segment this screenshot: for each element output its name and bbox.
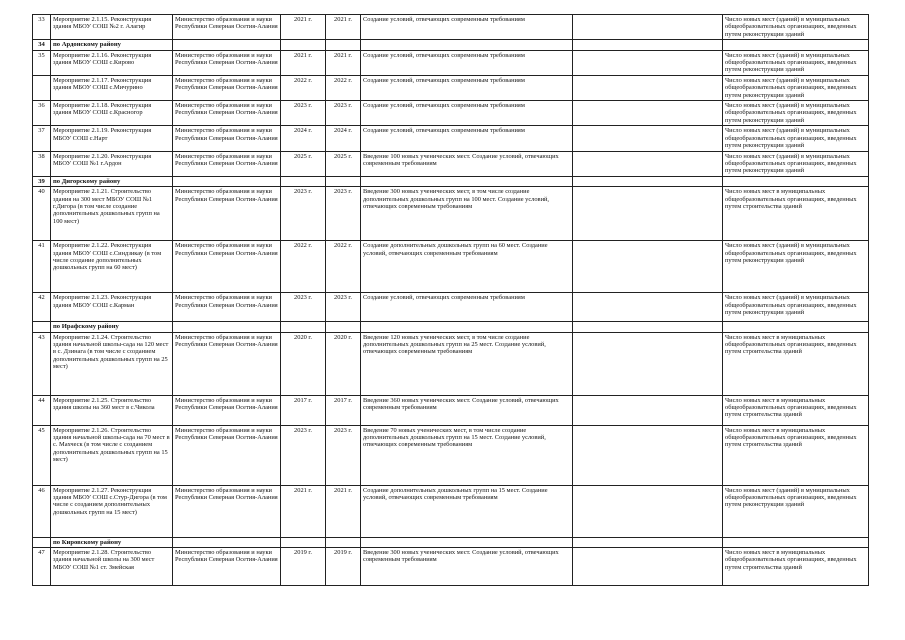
table-row [33,332,869,395]
section-row [33,322,869,332]
indicator: Число новых мест (зданий) в муниципальных общеобразовательных организациях, введенных путем реконструкции зданий [723,15,869,40]
executor: Министерство образования и науки Республики Северная Осетия-Алания [173,425,281,485]
indicator: Число новых мест в муниципальных общеобразовательных организациях, введенных путем строительства зданий [723,425,869,485]
row-number [33,322,51,332]
expected-result: Создание условий, отвечающих современным требованиям [361,293,573,322]
expected-result: Создание условий, отвечающих современным требованиям [361,50,573,75]
executor: Министерство образования и науки Республики Северная Осетия-Алания [173,151,281,176]
section-title: по Ардонскому району [51,40,173,50]
expected-result: Введение 70 новых ученических мест, в том числе создание дополнительных дошкольных групп на 15 мест. Создание условий, отвечающих современным требованиям [361,425,573,485]
expected-result: Введение 120 новых ученических мест, в том числе создание дополнительных дошкольных групп на 25 мест. Создание условий, отвечающих современным требованиям [361,332,573,395]
executor: Министерство образования и науки Республики Северная Осетия-Алания [173,126,281,151]
expected-result: Введение 100 новых ученических мест. Создание условий, отвечающих современным требованиям [361,151,573,176]
start-year: 2022 г. [281,75,326,100]
empty-cell [723,40,869,50]
indicator: Число новых мест (зданий) в муниципальных общеобразовательных организациях, введенных путем реконструкции зданий [723,75,869,100]
end-year: 2023 г. [326,425,361,485]
start-year: 2023 г. [281,293,326,322]
table-row [33,425,869,485]
executor: Министерство образования и науки Республики Северная Осетия-Алания [173,101,281,126]
indicator: Число новых мест в муниципальных общеобразовательных организациях, введенных путем строительства зданий [723,395,869,425]
row-number: 43 [33,332,51,395]
section-row [33,176,869,186]
empty-cell [573,151,723,176]
empty-cell [173,40,281,50]
start-year: 2019 г. [281,547,326,585]
row-number: 40 [33,187,51,241]
end-year: 2020 г. [326,332,361,395]
end-year: 2021 г. [326,50,361,75]
empty-cell [326,40,361,50]
row-number: 33 [33,15,51,40]
measure-name: Мероприятие 2.1.23. Реконструкция здания МБОУ СОШ с.Карман [51,293,173,322]
executor: Министерство образования и науки Республики Северная Осетия-Алания [173,332,281,395]
measure-name: Мероприятие 2.1.19. Реконструкция МБОУ СОШ с.Нарт [51,126,173,151]
row-number: 35 [33,50,51,75]
table-row [33,241,869,293]
empty-cell [573,547,723,585]
program-table [32,14,869,586]
empty-cell [281,322,326,332]
executor: Министерство образования и науки Республики Северная Осетия-Алания [173,187,281,241]
table-row [33,547,869,585]
start-year: 2021 г. [281,50,326,75]
empty-cell [326,537,361,547]
row-number: 44 [33,395,51,425]
empty-cell [573,322,723,332]
section-title: по Кировскому району [51,537,173,547]
empty-cell [281,40,326,50]
executor: Министерство образования и науки Республики Северная Осетия-Алания [173,485,281,537]
row-number: 42 [33,293,51,322]
measure-name: Мероприятие 2.1.28. Строительство здания начальной школы на 300 мест МБОУ СОШ №1 ст. Змейская [51,547,173,585]
row-number: 45 [33,425,51,485]
executor: Министерство образования и науки Республики Северная Осетия-Алания [173,547,281,585]
start-year: 2021 г. [281,15,326,40]
measure-name: Мероприятие 2.1.15. Реконструкция здания МБОУ СОШ №2 г. Алагир [51,15,173,40]
start-year: 2024 г. [281,126,326,151]
executor: Министерство образования и науки Республики Северная Осетия-Алания [173,241,281,293]
end-year: 2021 г. [326,485,361,537]
start-year: 2017 г. [281,395,326,425]
start-year: 2023 г. [281,425,326,485]
measure-name: Мероприятие 2.1.25. Строительство здания школы на 360 мест в с.Чикола [51,395,173,425]
empty-cell [326,176,361,186]
row-number: 41 [33,241,51,293]
table-row [33,101,869,126]
indicator: Число новых мест (зданий) в муниципальных общеобразовательных организациях, введенных путем реконструкции зданий [723,151,869,176]
end-year: 2023 г. [326,293,361,322]
expected-result: Введение 300 новых ученических мест. Создание условий, отвечающих современным требованиям [361,547,573,585]
table-row [33,187,869,241]
table-row [33,50,869,75]
end-year: 2022 г. [326,241,361,293]
row-number: 47 [33,547,51,585]
indicator: Число новых мест (зданий) в муниципальных общеобразовательных организациях, введенных путем реконструкции зданий [723,126,869,151]
indicator: Число новых мест в муниципальных общеобразовательных организациях, введенных путем строительства зданий [723,332,869,395]
measure-name: Мероприятие 2.1.17. Реконструкция здания МБОУ СОШ с.Мичурино [51,75,173,100]
executor: Министерство образования и науки Республики Северная Осетия-Алания [173,50,281,75]
indicator: Число новых мест в муниципальных общеобразовательных организациях, введенных путем строительства зданий [723,547,869,585]
row-number: 38 [33,151,51,176]
start-year: 2021 г. [281,485,326,537]
row-number: 39 [33,176,51,186]
start-year: 2023 г. [281,187,326,241]
empty-cell [281,176,326,186]
table-row [33,395,869,425]
measure-name: Мероприятие 2.1.22. Реконструкция здания МБОУ СОШ с.Синдзикау (в том числе создание дополнительных дошкольных групп на 60 мест) [51,241,173,293]
empty-cell [573,15,723,40]
empty-cell [573,537,723,547]
end-year: 2024 г. [326,126,361,151]
section-row [33,40,869,50]
indicator: Число новых мест в муниципальных общеобразовательных организациях, введенных путем строительства зданий [723,187,869,241]
start-year: 2023 г. [281,101,326,126]
expected-result: Введение 300 новых ученических мест, в том числе создание дополнительных дошкольных групп на 100 мест. Создание условий, отвечающих современным требованиям [361,187,573,241]
section-title: по Дигорскому району [51,176,173,186]
indicator: Число новых мест (зданий) в муниципальных общеобразовательных организациях, введенных путем реконструкции зданий [723,241,869,293]
table-row [33,485,869,537]
empty-cell [573,40,723,50]
expected-result: Создание условий, отвечающих современным требованиям [361,15,573,40]
table-row [33,293,869,322]
empty-cell [573,101,723,126]
indicator: Число новых мест (зданий) в муниципальных общеобразовательных организациях, введенных путем реконструкции зданий [723,293,869,322]
measure-name: Мероприятие 2.1.20. Реконструкция МБОУ СОШ №1 г.Ардон [51,151,173,176]
table-body [33,15,869,586]
empty-cell [361,537,573,547]
measure-name: Мероприятие 2.1.26. Строительство здания начальной школы-сада на 70 мест в с. Махческ (в том числе с созданием дополнительных дошкольных групп на 15 мест) [51,425,173,485]
executor: Министерство образования и науки Республики Северная Осетия-Алания [173,15,281,40]
section-row [33,537,869,547]
row-number: 34 [33,40,51,50]
empty-cell [281,537,326,547]
expected-result: Создание дополнительных дошкольных групп на 15 мест. Создание условий, отвечающих современным требованиям [361,485,573,537]
executor: Министерство образования и науки Республики Северная Осетия-Алания [173,395,281,425]
end-year: 2022 г. [326,75,361,100]
start-year: 2025 г. [281,151,326,176]
empty-cell [361,322,573,332]
table-row [33,126,869,151]
measure-name: Мероприятие 2.1.16. Реконструкция здания МБОУ СОШ с.Кирово [51,50,173,75]
table-row [33,151,869,176]
empty-cell [573,126,723,151]
table-row [33,75,869,100]
empty-cell [173,176,281,186]
executor: Министерство образования и науки Республики Северная Осетия-Алания [173,293,281,322]
measure-name: Мероприятие 2.1.18. Реконструкция здания МБОУ СОШ с.Красногор [51,101,173,126]
end-year: 2019 г. [326,547,361,585]
empty-cell [573,395,723,425]
empty-cell [326,322,361,332]
empty-cell [573,332,723,395]
expected-result: Создание условий, отвечающих современным требованиям [361,101,573,126]
empty-cell [361,40,573,50]
empty-cell [573,425,723,485]
expected-result: Создание условий, отвечающих современным требованиям [361,126,573,151]
start-year: 2022 г. [281,241,326,293]
empty-cell [361,176,573,186]
indicator: Число новых мест (зданий) в муниципальных общеобразовательных организациях, введенных путем реконструкции зданий [723,50,869,75]
empty-cell [573,485,723,537]
row-number: 46 [33,485,51,537]
indicator: Число новых мест (зданий) в муниципальных общеобразовательных организациях, введенных путем реконструкции зданий [723,485,869,537]
end-year: 2021 г. [326,15,361,40]
empty-cell [573,241,723,293]
end-year: 2025 г. [326,151,361,176]
document-page [32,14,868,586]
measure-name: Мероприятие 2.1.21. Строительство здания на 300 мест МБОУ СОШ №1 г.Дигора (в том числе создание дополнительных дошкольных групп на 100 мест) [51,187,173,241]
empty-cell [573,50,723,75]
empty-cell [573,187,723,241]
empty-cell [723,322,869,332]
measure-name: Мероприятие 2.1.24. Строительство здания начальной школы-сада на 120 мест в с. Дзинага (в том числе с созданием дополнительных дошкольных групп на 25 мест) [51,332,173,395]
empty-cell [723,176,869,186]
section-title: по Ирафскому району [51,322,173,332]
row-number: 37 [33,126,51,151]
table-row [33,15,869,40]
start-year: 2020 г. [281,332,326,395]
empty-cell [573,293,723,322]
end-year: 2017 г. [326,395,361,425]
executor: Министерство образования и науки Республики Северная Осетия-Алания [173,75,281,100]
indicator: Число новых мест (зданий) в муниципальных общеобразовательных организациях, введенных путем реконструкции зданий [723,101,869,126]
measure-name: Мероприятие 2.1.27. Реконструкция здания МБОУ СОШ с.Стур-Дигора (в том числе с созданием дополнительных дошкольных групп на 15 мест) [51,485,173,537]
empty-cell [573,75,723,100]
row-number [33,75,51,100]
end-year: 2023 г. [326,101,361,126]
expected-result: Создание дополнительных дошкольных групп на 60 мест. Создание условий, отвечающих современным требованиям [361,241,573,293]
row-number: 36 [33,101,51,126]
expected-result: Создание условий, отвечающих современным требованиям [361,75,573,100]
row-number [33,537,51,547]
end-year: 2023 г. [326,187,361,241]
expected-result: Введение 360 новых ученических мест. Создание условий, отвечающих современным требованиям [361,395,573,425]
empty-cell [723,537,869,547]
empty-cell [173,537,281,547]
empty-cell [173,322,281,332]
empty-cell [573,176,723,186]
